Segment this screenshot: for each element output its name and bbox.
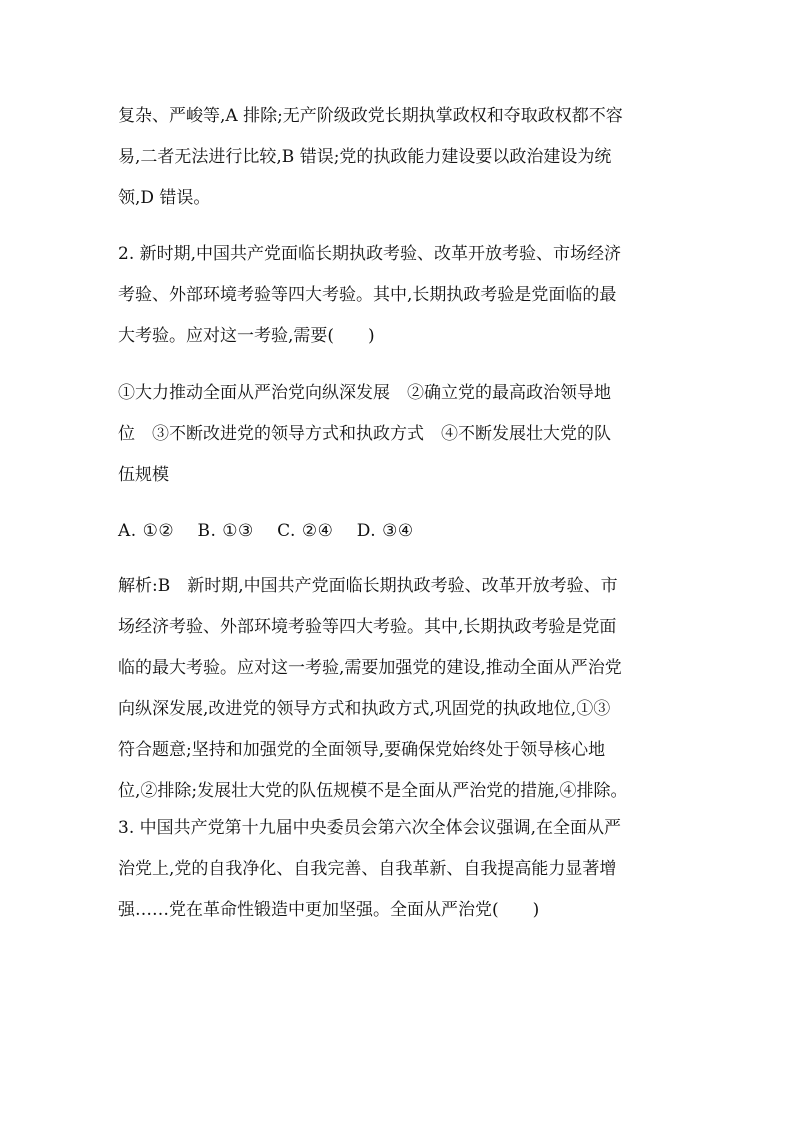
text-line: 治党上,党的自我净化、自我完善、自我革新、自我提高能力显著增	[118, 859, 617, 879]
text-line: 解析:B 新时期,中国共产党面临长期执政考验、改革开放考验、市	[118, 576, 618, 596]
text-line: 位 ③不断改进党的领导方式和执政方式 ④不断发展壮大党的队	[118, 424, 611, 444]
question-2-stem	[118, 234, 688, 357]
question-3-stem	[118, 808, 688, 931]
text-line: 领,D 错误。	[118, 188, 211, 208]
text-line: 强……党在革命性锻造中更加坚强。全面从严治党( )	[118, 900, 540, 920]
text-line: ①大力推动全面从严治党向纵深发展 ②确立党的最高政治领导地	[118, 383, 611, 403]
text-line: 位,②排除;发展壮大党的队伍规模不是全面从严治党的措施,④排除。	[118, 781, 628, 801]
text-line: 易,二者无法进行比较,B 错误;党的执政能力建设要以政治建设为统	[118, 147, 612, 167]
answer-options: A. ①② B. ①③ C. ②④ D. ③④	[118, 521, 414, 541]
question-2-explanation	[118, 566, 688, 812]
text-line: 大考验。应对这一考验,需要( )	[118, 326, 375, 346]
text-line: 符合题意;坚持和加强党的全面领导,要确保党始终处于领导核心地	[118, 740, 606, 760]
text-line: 2. 新时期,中国共产党面临长期执政考验、改革开放考验、市场经济	[118, 244, 622, 264]
text-line: 伍规模	[118, 465, 169, 485]
question-2-options	[118, 511, 688, 552]
text-line: 考验、外部环境考验等四大考验。其中,长期执政考验是党面临的最	[118, 285, 617, 305]
text-line: 复杂、严峻等,A 排除;无产阶级政党长期执掌政权和夺取政权都不容	[118, 106, 623, 126]
text-line: 临的最大考验。应对这一考验,需要加强党的建设,推动全面从严治党	[118, 658, 622, 678]
text-line: 场经济考验、外部环境考验等四大考验。其中,长期执政考验是党面	[118, 617, 617, 637]
text-line: 向纵深发展,改进党的领导方式和执政方式,巩固党的执政地位,①③	[118, 699, 611, 719]
text-line: 3. 中国共产党第十九届中央委员会第六次全体会议强调,在全面从严	[118, 818, 622, 838]
question-2-statements	[118, 373, 688, 496]
previous-answer-explanation	[118, 96, 688, 219]
